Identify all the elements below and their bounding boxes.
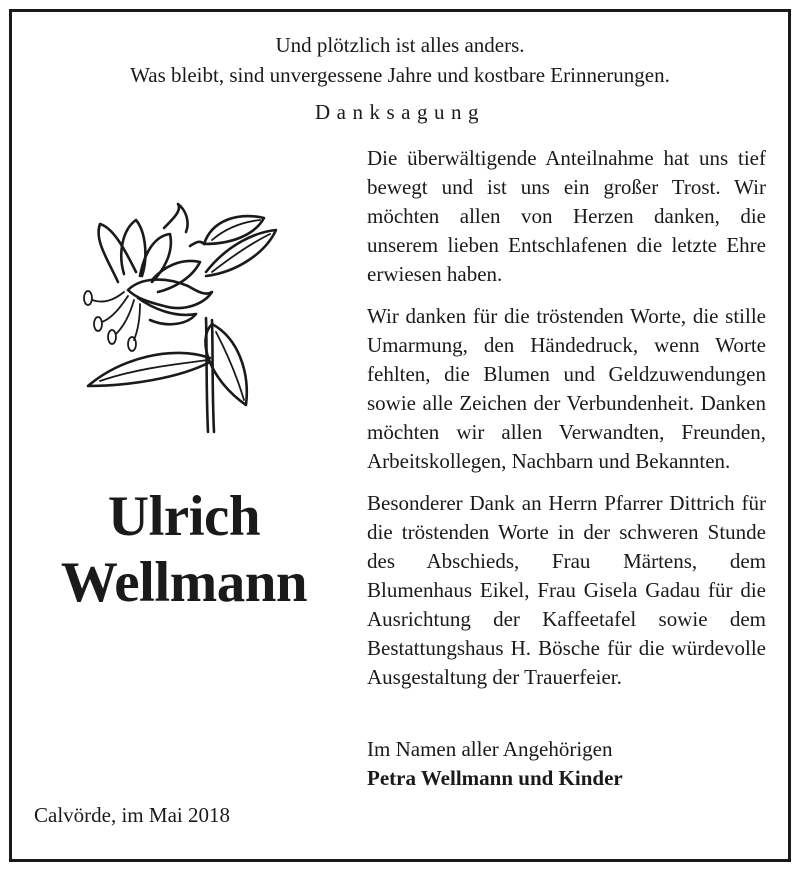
intro-verse: [12, 30, 788, 90]
thanks-paragraph: Die überwältigende Anteilnahme hat uns tief bewegt und ist uns ein großer Trost. Wir möchten allen von Herzen danken, die unserem lieben Entschlafenen die letzte Ehre erwiesen haben.: [367, 146, 766, 286]
intro-line-2: Was bleibt, sind unvergessene Jahre und kostbare Erinnerungen.: [130, 63, 670, 87]
thanks-text: [367, 144, 766, 692]
deceased-last-name: Wellmann: [60, 551, 308, 614]
deceased-first-name: Ulrich: [107, 485, 261, 548]
heading-danksagung: Danksagung: [315, 100, 485, 124]
signature-line-1: Im Namen aller Angehörigen: [367, 737, 613, 761]
deceased-name: [0, 484, 368, 616]
intro-line-1: Und plötzlich ist alles anders.: [275, 33, 525, 57]
signature-names: Petra Wellmann und Kinder: [367, 766, 623, 790]
lily-flower-icon: [78, 200, 283, 435]
thanks-paragraph: Wir danken für die tröstenden Worte, die stille Umarmung, den Händedruck, wenn Worte fehlten, die Blumen und Geldzuwendungen sowie alle Zeichen der Verbundenheit. Danken möchten wir allen Verwandten, Freunden, Arbeitskollegen, Nachbarn und Bekannten.: [367, 304, 766, 473]
signature: [367, 735, 767, 793]
thanks-paragraph: Besonderer Dank an Herrn Pfarrer Dittrich für die tröstenden Worte in der schweren Stunde des Abschieds, Frau Märtens, dem Blumenhaus Eikel, Frau Gisela Gadau für die Ausrichtung der Kaffeetafel sowie dem Bestattungshaus H. Bösche für die würdevolle Ausgestaltung der Trauerfeier.: [367, 491, 766, 689]
place-date: Calvörde, im Mai 2018: [34, 803, 230, 827]
